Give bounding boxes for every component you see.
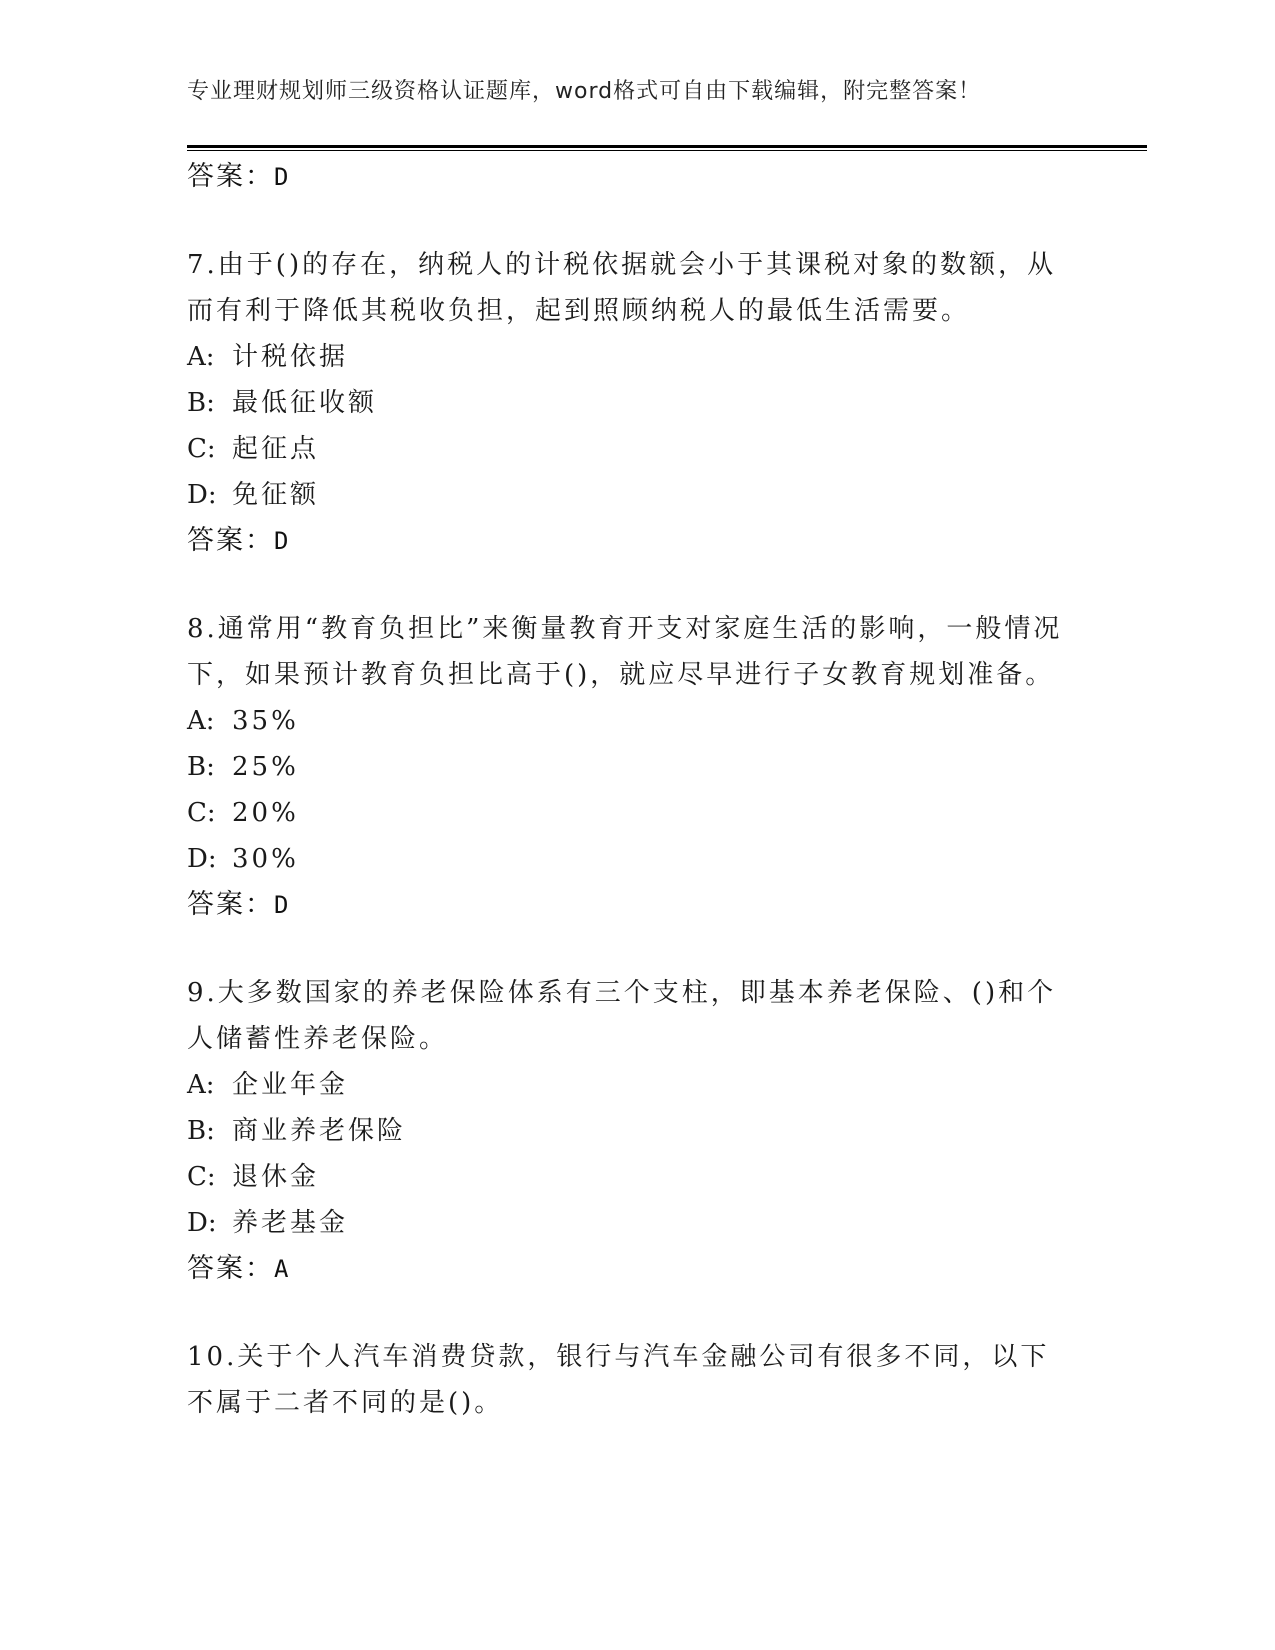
question-text: 8.通常用“教育负担比”来衡量教育开支对家庭生活的影响，一般情况下，如果预计教育负担比高于()，就应尽早进行子女教育规划准备。 xyxy=(187,614,1063,690)
answer-label: 答案： xyxy=(187,525,274,556)
option-text: 20% xyxy=(232,798,299,828)
option-b xyxy=(187,744,1077,790)
option-b xyxy=(187,1108,1077,1154)
option-text: 35% xyxy=(232,706,299,736)
answer-label: 答案： xyxy=(187,889,274,920)
option-letter: A: xyxy=(187,342,215,372)
option-d xyxy=(187,472,1077,518)
option-letter: D: xyxy=(187,1208,217,1238)
header-rule-thick xyxy=(187,145,1147,148)
option-a xyxy=(187,698,1077,744)
option-text: 商业养老保险 xyxy=(232,1116,407,1146)
option-letter: A: xyxy=(187,706,215,736)
option-text: 最低征收额 xyxy=(232,388,378,418)
answer-line xyxy=(187,1246,1077,1292)
answer-value: A xyxy=(274,1255,289,1283)
option-text: 免征额 xyxy=(232,480,320,510)
answer-label: 答案： xyxy=(187,161,274,192)
answer-value: D xyxy=(274,527,289,555)
option-c xyxy=(187,426,1077,472)
option-a xyxy=(187,1062,1077,1108)
option-letter: D: xyxy=(187,480,217,510)
option-a xyxy=(187,334,1077,380)
page-header: 专业理财规划师三级资格认证题库，word格式可自由下载编辑，附完整答案！ xyxy=(187,79,982,104)
option-d xyxy=(187,1200,1077,1246)
option-letter: D: xyxy=(187,844,217,874)
question-text: 10.关于个人汽车消费贷款，银行与汽车金融公司有很多不同，以下不属于二者不同的是()。 xyxy=(187,1342,1050,1418)
option-letter: A: xyxy=(187,1070,215,1100)
answer-value: D xyxy=(274,891,289,919)
option-letter: B: xyxy=(187,388,215,418)
header-rule-thin xyxy=(187,150,1147,151)
question-list xyxy=(187,154,1077,1426)
option-c xyxy=(187,790,1077,836)
question-text: 7.由于()的存在，纳税人的计税依据就会小于其课税对象的数额，从而有利于降低其税收负担，起到照顾纳税人的最低生活需要。 xyxy=(187,250,1057,326)
option-letter: B: xyxy=(187,1116,215,1146)
answer-value: D xyxy=(274,163,289,191)
option-text: 企业年金 xyxy=(232,1070,349,1100)
option-letter: B: xyxy=(187,752,215,782)
option-text: 30% xyxy=(232,844,299,874)
option-letter: C: xyxy=(187,798,216,828)
option-text: 起征点 xyxy=(232,434,320,464)
option-text: 退休金 xyxy=(232,1162,320,1192)
option-text: 25% xyxy=(232,752,299,782)
option-c xyxy=(187,1154,1077,1200)
option-d xyxy=(187,836,1077,882)
option-letter: C: xyxy=(187,434,216,464)
answer-line xyxy=(187,154,1077,200)
option-letter: C: xyxy=(187,1162,216,1192)
option-text: 计税依据 xyxy=(232,342,349,372)
option-text: 养老基金 xyxy=(232,1208,349,1238)
option-b xyxy=(187,380,1077,426)
answer-line xyxy=(187,518,1077,564)
answer-line xyxy=(187,882,1077,928)
question-text: 9.大多数国家的养老保险体系有三个支柱，即基本养老保险、()和个人储蓄性养老保险。 xyxy=(187,978,1057,1054)
answer-label: 答案： xyxy=(187,1253,274,1284)
